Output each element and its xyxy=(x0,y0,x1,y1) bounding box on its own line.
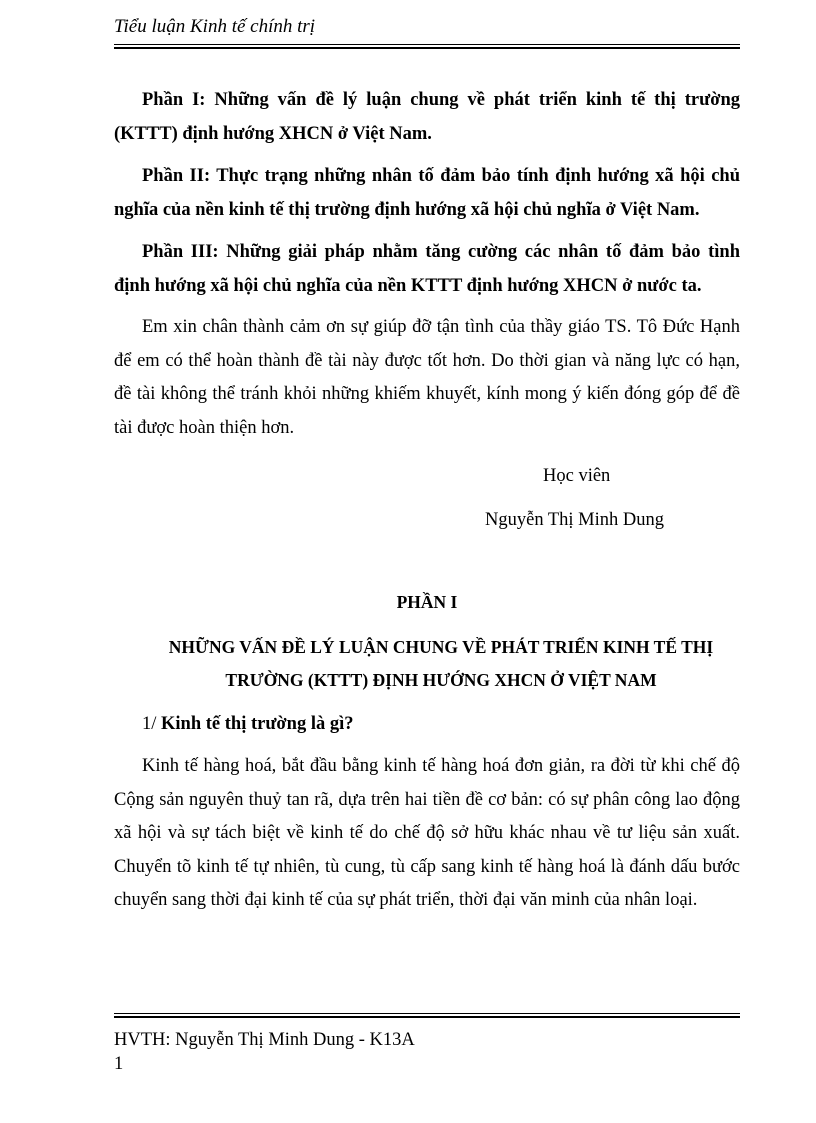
footer-divider xyxy=(114,1013,740,1018)
part-title-line-2: TRƯỜNG (KTTT) ĐỊNH HƯỚNG XHCN Ở VIỆT NAM xyxy=(225,670,657,690)
part-title-line-1: NHỮNG VẤN ĐỀ LÝ LUẬN CHUNG VỀ PHÁT TRIỂN KINH TẾ THỊ xyxy=(168,637,714,657)
section-body-paragraph: Kinh tế hàng hoá, bắt đầu bằng kinh tế hàng hoá đơn giản, ra đời từ khi chế độ Cộng sản nguyên thuỷ tan rã, dựa trên hai tiền đề cơ bản: có sự phân công lao động xã hội và sự tách biệt về kinh tế do chế độ sở hữu khác nhau về tư liệu sản xuất. Chuyển tõ kinh tế tự nhiên, tù cung, tù cấp sang kinh tế hàng hoá là đánh dấu bước chuyển sang thời đại kinh tế của sự phát triển, thời đại văn minh của nhân loại. xyxy=(114,756,740,910)
thanks-paragraph: Em xin chân thành cảm ơn sự giúp đỡ tận tình của thầy giáo TS. Tô Đức Hạnh để em có thể hoàn thành đề tài này được tốt hơn. Do thời gian và năng lực có hạn, đề tài không thể tránh khỏi những khiếm khuyết, kính mong ý kiến đóng góp để đề tài được hoàn thiện hơn. xyxy=(114,317,740,438)
section-heading xyxy=(142,714,354,735)
footer-author-line: HVTH: Nguyễn Thị Minh Dung - K13A xyxy=(114,1030,415,1050)
signature-role: Học viên xyxy=(543,466,611,486)
intro-part-2: Phần II: Thực trạng những nhân tố đảm bảo tính định hướng xã hội chủ nghĩa của nền kinh tế thị trường định hướng xã hội chủ nghĩa ở Việt Nam. xyxy=(114,166,740,220)
section-heading-number: 1/ xyxy=(142,714,157,734)
part-label: PHẦN I xyxy=(396,592,458,612)
page-content xyxy=(114,84,740,910)
running-header-title: Tiểu luận Kinh tế chính trị xyxy=(114,16,316,37)
section-heading-text: Kinh tế thị trường là gì? xyxy=(161,714,354,734)
page-number: 1 xyxy=(114,1054,124,1074)
intro-part-3: Phần III: Những giải pháp nhằm tăng cường các nhân tố đảm bảo tình định hướng xã hội chủ nghĩa của nền KTTT định hướng XHCN ở nước ta. xyxy=(114,242,740,296)
signature-name: Nguyễn Thị Minh Dung xyxy=(485,510,665,530)
header-divider xyxy=(114,44,740,49)
intro-part-1: Phần I: Những vấn đề lý luận chung về phát triển kinh tế thị trường (KTTT) định hướng XHCN ở Việt Nam. xyxy=(114,90,740,144)
